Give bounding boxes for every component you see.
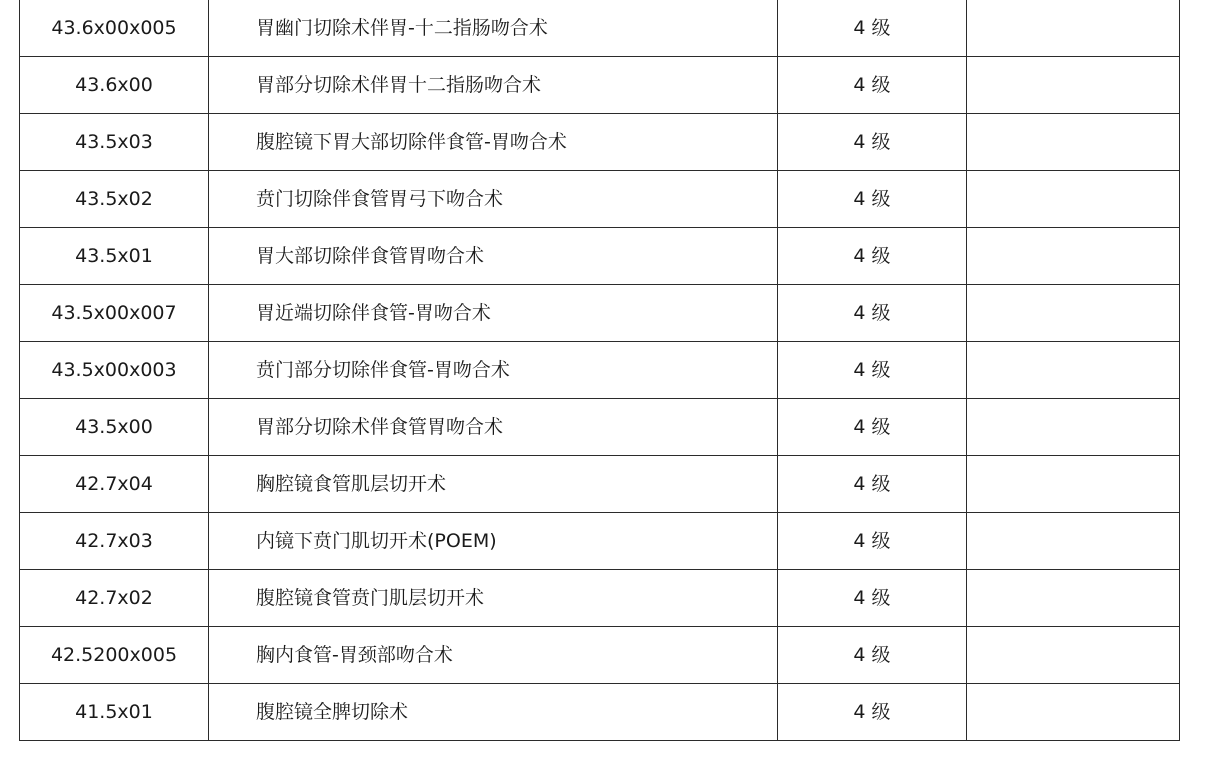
procedure-name-cell: 腹腔镜下胃大部切除伴食管-胃吻合术 <box>209 114 778 171</box>
table-row <box>20 627 1180 684</box>
surgery-level-cell: 4 级 <box>778 171 967 228</box>
procedure-code-cell: 42.5200x005 <box>20 627 209 684</box>
table-row <box>20 684 1180 741</box>
note-cell <box>967 513 1180 570</box>
procedure-name-cell: 贲门切除伴食管胃弓下吻合术 <box>209 171 778 228</box>
procedure-table <box>19 0 1180 741</box>
procedure-table-container <box>19 0 1179 741</box>
surgery-level-cell: 4 级 <box>778 228 967 285</box>
surgery-level-cell: 4 级 <box>778 285 967 342</box>
procedure-name-cell: 胃近端切除伴食管-胃吻合术 <box>209 285 778 342</box>
note-cell <box>967 399 1180 456</box>
table-row <box>20 285 1180 342</box>
surgery-level-cell: 4 级 <box>778 57 967 114</box>
note-cell <box>967 285 1180 342</box>
procedure-code-cell: 43.5x02 <box>20 171 209 228</box>
table-row <box>20 0 1180 57</box>
procedure-code-cell: 41.5x01 <box>20 684 209 741</box>
procedure-code-cell: 43.5x03 <box>20 114 209 171</box>
procedure-code-cell: 42.7x04 <box>20 456 209 513</box>
table-row <box>20 513 1180 570</box>
note-cell <box>967 57 1180 114</box>
table-row <box>20 171 1180 228</box>
procedure-name-cell: 腹腔镜全脾切除术 <box>209 684 778 741</box>
table-row <box>20 228 1180 285</box>
procedure-code-cell: 42.7x03 <box>20 513 209 570</box>
table-row <box>20 570 1180 627</box>
surgery-level-cell: 4 级 <box>778 399 967 456</box>
surgery-level-cell: 4 级 <box>778 456 967 513</box>
procedure-code-cell: 42.7x02 <box>20 570 209 627</box>
procedure-name-cell: 胸内食管-胃颈部吻合术 <box>209 627 778 684</box>
note-cell <box>967 684 1180 741</box>
table-row <box>20 456 1180 513</box>
note-cell <box>967 456 1180 513</box>
table-row <box>20 57 1180 114</box>
procedure-code-cell: 43.6x00x005 <box>20 0 209 57</box>
procedure-name-cell: 腹腔镜食管贲门肌层切开术 <box>209 570 778 627</box>
surgery-level-cell: 4 级 <box>778 627 967 684</box>
note-cell <box>967 171 1180 228</box>
note-cell <box>967 342 1180 399</box>
procedure-table-body <box>20 0 1180 741</box>
surgery-level-cell: 4 级 <box>778 342 967 399</box>
procedure-name-cell: 胸腔镜食管肌层切开术 <box>209 456 778 513</box>
procedure-code-cell: 43.5x00x003 <box>20 342 209 399</box>
procedure-code-cell: 43.5x01 <box>20 228 209 285</box>
table-row <box>20 342 1180 399</box>
procedure-code-cell: 43.5x00 <box>20 399 209 456</box>
surgery-level-cell: 4 级 <box>778 684 967 741</box>
surgery-level-cell: 4 级 <box>778 570 967 627</box>
procedure-code-cell: 43.5x00x007 <box>20 285 209 342</box>
note-cell <box>967 228 1180 285</box>
procedure-name-cell: 胃部分切除术伴胃十二指肠吻合术 <box>209 57 778 114</box>
note-cell <box>967 570 1180 627</box>
procedure-name-cell: 胃幽门切除术伴胃-十二指肠吻合术 <box>209 0 778 57</box>
procedure-name-cell: 内镜下贲门肌切开术(POEM) <box>209 513 778 570</box>
procedure-name-cell: 胃大部切除伴食管胃吻合术 <box>209 228 778 285</box>
surgery-level-cell: 4 级 <box>778 114 967 171</box>
procedure-name-cell: 胃部分切除术伴食管胃吻合术 <box>209 399 778 456</box>
table-row <box>20 399 1180 456</box>
note-cell <box>967 114 1180 171</box>
note-cell <box>967 0 1180 57</box>
note-cell <box>967 627 1180 684</box>
surgery-level-cell: 4 级 <box>778 513 967 570</box>
surgery-level-cell: 4 级 <box>778 0 967 57</box>
procedure-code-cell: 43.6x00 <box>20 57 209 114</box>
procedure-name-cell: 贲门部分切除伴食管-胃吻合术 <box>209 342 778 399</box>
table-row <box>20 114 1180 171</box>
